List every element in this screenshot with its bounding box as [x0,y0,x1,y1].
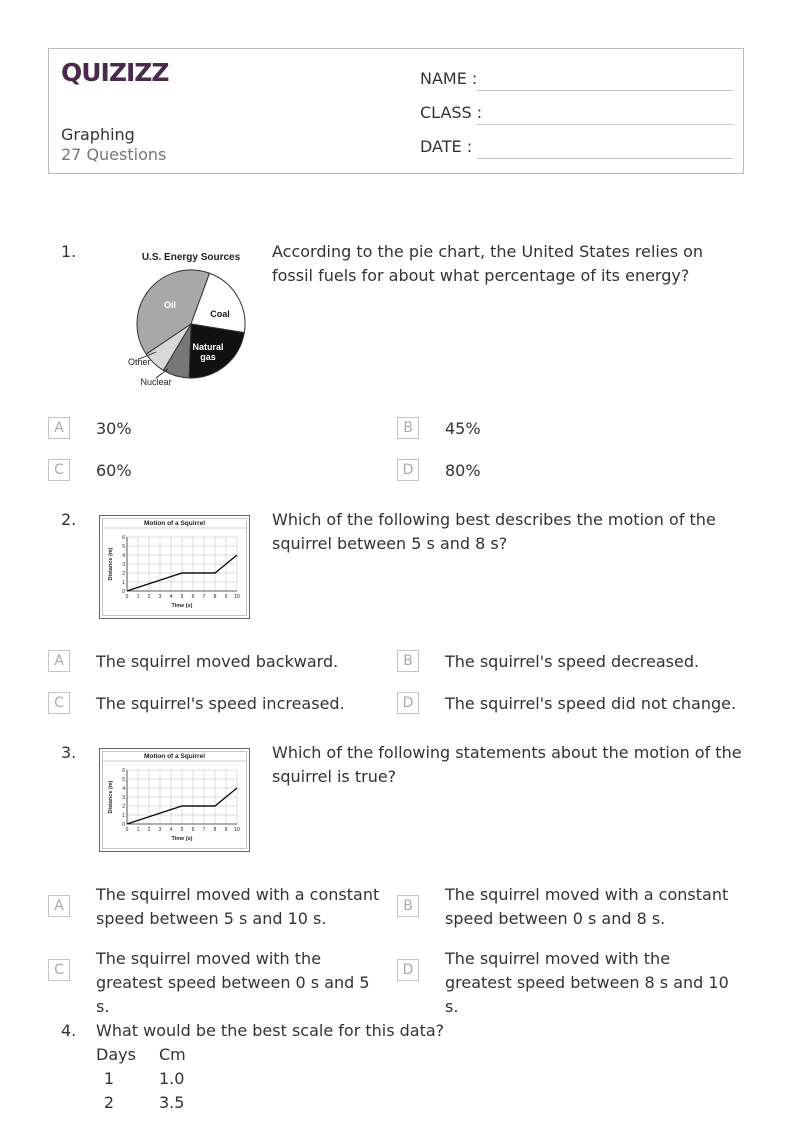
x-tick-label: 6 [191,827,195,833]
x-tick-label: 0 [125,827,129,833]
question-count: 27 Questions [61,145,167,164]
class-field[interactable] [420,99,733,125]
q1-option-b-text[interactable]: 45% [445,419,481,438]
pie-label-other: Other [128,357,151,367]
name-line[interactable] [477,90,733,91]
q3-option-b-letter[interactable]: B [397,895,419,917]
q3-option-c-letter[interactable]: C [48,959,70,981]
q1-option-b-letter[interactable]: B [397,417,419,439]
chart-title: Motion of a Squirrel [143,753,206,760]
pie-label-nuclear: Nuclear [140,377,172,387]
x-tick-label: 5 [180,594,184,600]
question-2-number: 2. [61,510,77,529]
table-cell-day: 2 [103,1093,115,1112]
q2-option-c-letter[interactable]: C [48,692,70,714]
question-4-number: 4. [61,1021,77,1040]
y-tick-label: 0 [122,821,125,828]
q2-option-b-text[interactable]: The squirrel's speed decreased. [445,652,700,671]
x-tick-label: 4 [169,827,173,833]
x-axis-label: Time (s) [171,836,193,842]
x-tick-label: 2 [147,827,151,833]
class-line[interactable] [477,124,733,125]
q3-option-d-letter[interactable]: D [397,959,419,981]
q1-option-d-letter[interactable]: D [397,459,419,481]
y-axis-label: Distance (m) [108,780,114,814]
pie-chart-title: U.S. Energy Sources [141,252,241,263]
question-1-number: 1. [61,242,77,261]
x-tick-label: 0 [125,594,129,600]
table-header-days: Days [96,1045,136,1064]
y-tick-label: 5 [122,543,125,550]
pie-label-natural-gas-1: Natural [192,342,224,352]
y-axis-label: Distance (m) [108,547,114,581]
y-tick-label: 6 [122,767,125,774]
x-tick-label: 9 [224,827,228,833]
table-cell-day: 1 [103,1069,115,1088]
y-tick-label: 3 [122,561,125,568]
x-tick-label: 3 [158,827,162,833]
y-tick-label: 3 [122,794,125,801]
q2-option-b-letter[interactable]: B [397,650,419,672]
question-4-text: What would be the best scale for this data? [96,1021,445,1040]
q1-option-c-text[interactable]: 60% [96,461,132,480]
q3-option-a-letter[interactable]: A [48,895,70,917]
q1-option-c-letter[interactable]: C [48,459,70,481]
x-tick-label: 6 [191,594,195,600]
question-3-text: Which of the following statements about the motion of the squirrel is true? [272,743,742,786]
squirrel-motion-chart-q2 [99,515,250,619]
x-tick-label: 1 [136,827,140,833]
name-label: NAME : [420,69,478,88]
pie-chart [108,244,258,394]
x-axis-label: Time (s) [171,603,193,609]
x-tick-label: 5 [180,827,184,833]
x-tick-label: 10 [234,594,240,600]
q2-option-d-letter[interactable]: D [397,692,419,714]
worksheet-header [48,48,744,174]
table-cell-cm: 1.0 [159,1069,185,1088]
y-tick-label: 2 [122,803,125,810]
pie-label-coal: Coal [210,309,230,319]
pie-label-oil: Oil [163,300,177,310]
table-header-cm: Cm [159,1045,186,1064]
question-2-text: Which of the following best describes the motion of the squirrel between 5 s and 8 s? [272,510,716,553]
chart-title: Motion of a Squirrel [143,520,206,527]
y-tick-label: 2 [122,570,125,577]
x-tick-label: 8 [213,827,217,833]
worksheet-title: Graphing [61,125,135,144]
y-tick-label: 5 [122,776,125,783]
q2-option-a-letter[interactable]: A [48,650,70,672]
squirrel-motion-chart-q3 [99,748,250,852]
date-field[interactable] [420,133,733,159]
q2-option-a-text[interactable]: The squirrel moved backward. [96,652,339,671]
y-tick-label: 1 [122,812,125,819]
name-field[interactable] [420,65,733,91]
class-label: CLASS : [420,103,483,122]
x-tick-label: 7 [202,594,206,600]
q3-option-b-text[interactable]: The squirrel moved with a constant speed between 0 s and 8 s. [445,885,729,928]
x-tick-label: 3 [158,594,162,600]
y-tick-label: 6 [122,534,125,541]
y-tick-label: 1 [122,579,125,586]
x-tick-label: 8 [213,594,217,600]
q1-option-a-letter[interactable]: A [48,417,70,439]
table-cell-cm: 3.5 [159,1093,185,1112]
x-tick-label: 10 [234,827,240,833]
y-tick-label: 4 [122,785,125,792]
quizizz-logo: QUIZIZZ [61,58,169,87]
x-tick-label: 2 [147,594,151,600]
question-1-text: According to the pie chart, the United States relies on fossil fuels for about what percentage of its energy? [272,242,704,285]
pie-label-natural-gas-2: gas [200,352,216,362]
date-label: DATE : [420,137,473,156]
question-3-number: 3. [61,743,77,762]
q2-option-c-text[interactable]: The squirrel's speed increased. [96,694,345,713]
x-tick-label: 1 [136,594,140,600]
date-line[interactable] [477,158,733,159]
x-tick-label: 7 [202,827,206,833]
q2-option-d-text[interactable]: The squirrel's speed did not change. [445,694,737,713]
x-tick-label: 4 [169,594,173,600]
y-tick-label: 4 [122,552,125,559]
x-tick-label: 9 [224,594,228,600]
q3-option-c-text[interactable]: The squirrel moved with the greatest speed between 0 s and 5 s. [96,949,370,1016]
q1-option-d-text[interactable]: 80% [445,461,481,480]
y-tick-label: 0 [122,588,125,595]
q3-option-a-text[interactable]: The squirrel moved with a constant speed between 5 s and 10 s. [96,885,380,928]
q3-option-d-text[interactable]: The squirrel moved with the greatest speed between 8 s and 10 s. [445,949,729,1016]
q1-option-a-text[interactable]: 30% [96,419,132,438]
